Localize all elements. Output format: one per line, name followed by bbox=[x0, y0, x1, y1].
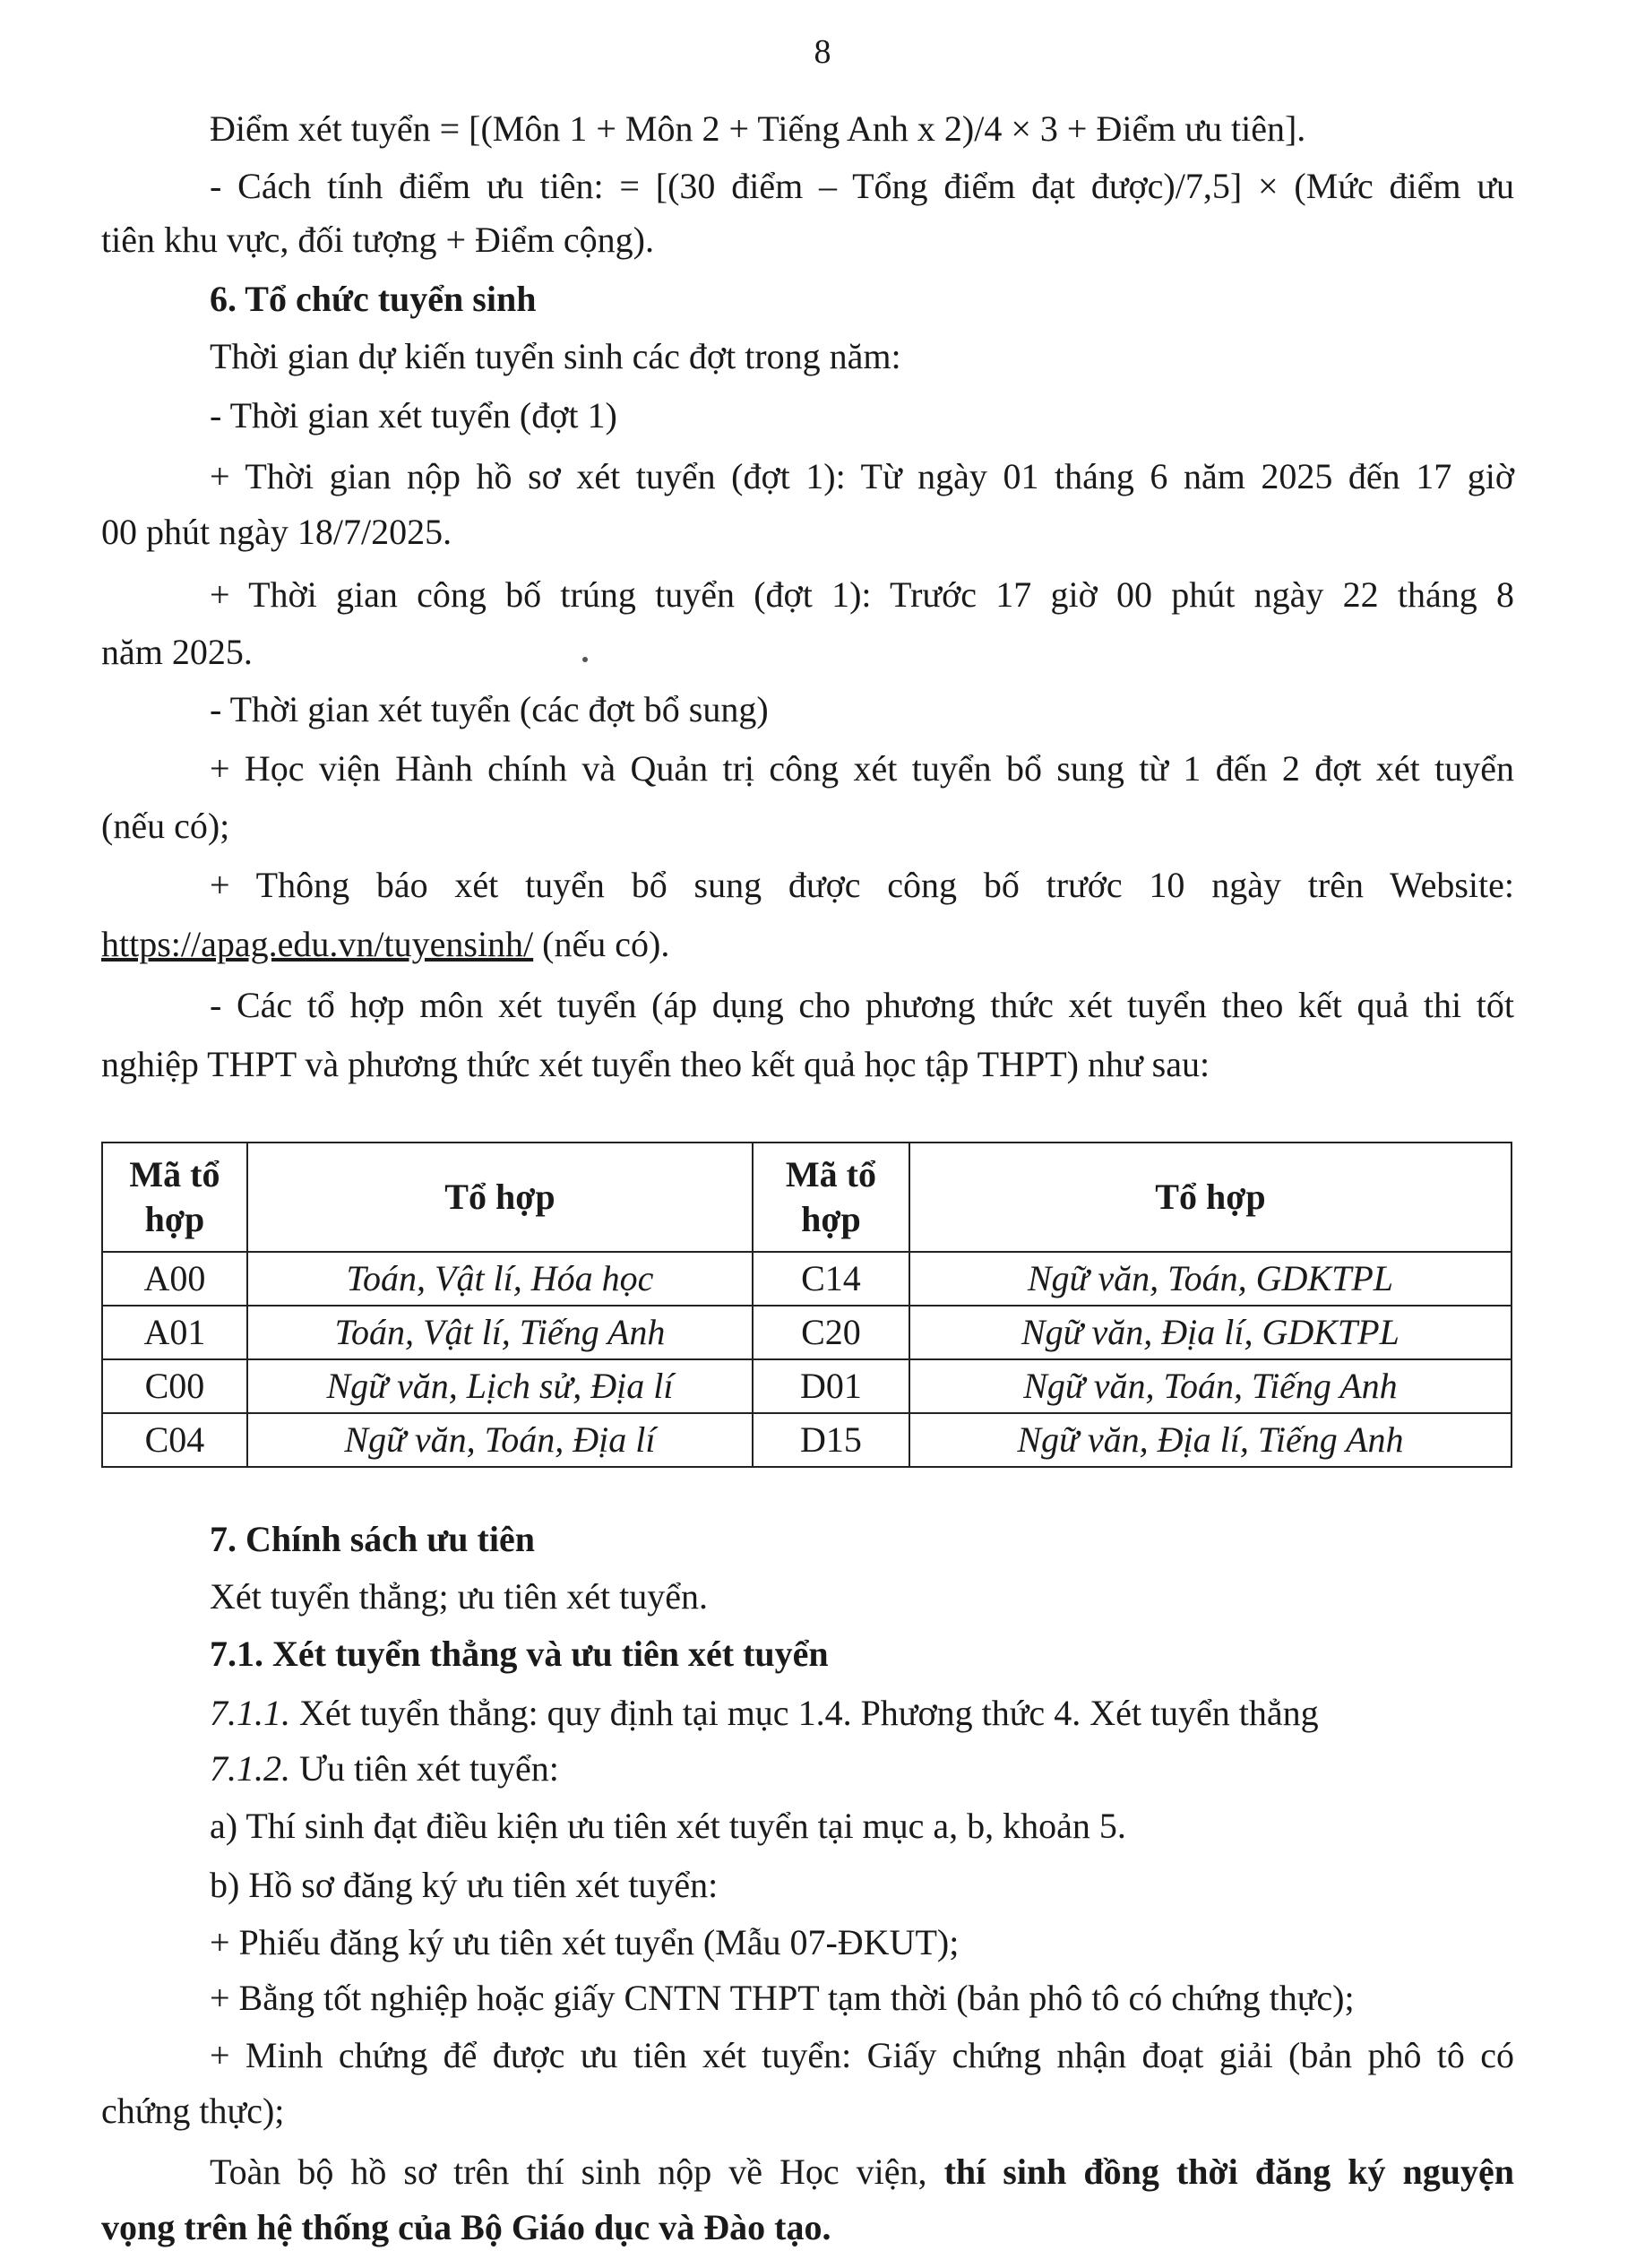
section-6-heading: 6. Tổ chức tuyển sinh bbox=[210, 279, 537, 319]
s6-submit-line2: 00 phút ngày 18/7/2025. bbox=[101, 512, 452, 552]
combo-subjects: Ngữ văn, Toán, Địa lí bbox=[247, 1413, 753, 1467]
page-number: 8 bbox=[814, 33, 831, 71]
section-7-1-heading: 7.1. Xét tuyển thẳng và ưu tiên xét tuyển bbox=[210, 1634, 829, 1674]
table-row bbox=[102, 1413, 1512, 1467]
combo-subjects: Ngữ văn, Địa lí, GDKTPL bbox=[909, 1306, 1512, 1359]
s711-text: Xét tuyển thẳng: quy định tại mục 1.4. Phương thức 4. Xét tuyển thẳng bbox=[290, 1693, 1319, 1733]
subject-combination-table bbox=[101, 1142, 1512, 1468]
closing-line2: vọng trên hệ thống của Bộ Giáo dục và Đào tạo. bbox=[101, 2207, 831, 2247]
priority-calc-line2: tiên khu vực, đối tượng + Điểm cộng). bbox=[101, 220, 654, 260]
combo-code: A01 bbox=[102, 1306, 247, 1359]
s6-extra-round: - Thời gian xét tuyển (các đợt bổ sung) bbox=[210, 689, 769, 729]
closing-bold-text: thí sinh đồng thời đăng ký nguyện bbox=[943, 2152, 1515, 2192]
s712-item-a: a) Thí sinh đạt điều kiện ưu tiên xét tuyển tại mục a, b, khoản 5. bbox=[210, 1806, 1126, 1846]
section-7-heading: 7. Chính sách ưu tiên bbox=[210, 1519, 535, 1559]
s6-round1: - Thời gian xét tuyển (đợt 1) bbox=[210, 395, 617, 435]
s712-text: Ưu tiên xét tuyển: bbox=[290, 1748, 559, 1789]
website-link[interactable]: https://apag.edu.vn/tuyensinh/ bbox=[101, 924, 534, 964]
combo-code: A00 bbox=[102, 1252, 247, 1306]
s6-notice-line1: + Thông báo xét tuyển bổ sung được công bố trước 10 ngày trên Website: bbox=[210, 865, 1514, 905]
combo-subjects: Toán, Vật lí, Tiếng Anh bbox=[247, 1306, 753, 1359]
combo-subjects: Ngữ văn, Địa lí, Tiếng Anh bbox=[909, 1413, 1512, 1467]
s6-combo-line1: - Các tổ hợp môn xét tuyển (áp dụng cho phương thức xét tuyển theo kết quả thi tốt bbox=[210, 985, 1514, 1025]
s712-b-doc2: + Bằng tốt nghiệp hoặc giấy CNTN THPT tạm thời (bản phô tô có chứng thực); bbox=[210, 1978, 1355, 2018]
s6-intro: Thời gian dự kiến tuyển sinh các đợt trong năm: bbox=[210, 336, 901, 376]
s6-announce-line2: năm 2025. bbox=[101, 632, 253, 672]
s7-intro: Xét tuyển thẳng; ưu tiên xét tuyển. bbox=[210, 1576, 708, 1617]
s711-line bbox=[210, 1688, 1319, 1738]
table-header-row bbox=[102, 1143, 1512, 1252]
table-row bbox=[102, 1306, 1512, 1359]
s6-submit-line1: + Thời gian nộp hồ sơ xét tuyển (đợt 1): Từ ngày 01 tháng 6 năm 2025 đến 17 giờ bbox=[210, 456, 1514, 496]
s6-notice-line2 bbox=[101, 919, 669, 970]
combo-code: C00 bbox=[102, 1359, 247, 1413]
combo-code: C20 bbox=[753, 1306, 909, 1359]
combo-subjects: Ngữ văn, Toán, Tiếng Anh bbox=[909, 1359, 1512, 1413]
s712-item-b: b) Hồ sơ đăng ký ưu tiên xét tuyển: bbox=[210, 1865, 719, 1905]
s6-notice-tail: (nếu có). bbox=[533, 924, 670, 964]
header-code-1: Mã tổ hợp bbox=[102, 1143, 247, 1252]
header-code-2: Mã tổ hợp bbox=[753, 1143, 909, 1252]
s6-announce-line1: + Thời gian công bố trúng tuyển (đợt 1): Trước 17 giờ 00 phút ngày 22 tháng 8 bbox=[210, 574, 1514, 615]
score-formula: Điểm xét tuyển = [(Môn 1 + Môn 2 + Tiếng Anh x 2)/4 × 3 + Điểm ưu tiên]. bbox=[210, 108, 1306, 149]
s712-b-doc1: + Phiếu đăng ký ưu tiên xét tuyển (Mẫu 07-ĐKUT); bbox=[210, 1922, 960, 1962]
table-row bbox=[102, 1359, 1512, 1413]
combo-subjects: Toán, Vật lí, Hóa học bbox=[247, 1252, 753, 1306]
s6-combo-line2: nghiệp THPT và phương thức xét tuyển theo kết quả học tập THPT) như sau: bbox=[101, 1044, 1210, 1084]
header-combo-1: Tổ hợp bbox=[247, 1143, 753, 1252]
table-row bbox=[102, 1252, 1512, 1306]
closing-line1 bbox=[210, 2147, 1514, 2197]
s712-b-doc3-line1: + Minh chứng để được ưu tiên xét tuyển: Giấy chứng nhận đoạt giải (bản phô tô có bbox=[210, 2035, 1514, 2075]
closing-normal-text: Toàn bộ hồ sơ trên thí sinh nộp về Học viện, bbox=[210, 2152, 944, 2192]
combo-code: C04 bbox=[102, 1413, 247, 1467]
s712-number: 7.1.2. bbox=[210, 1748, 290, 1789]
header-combo-2: Tổ hợp bbox=[909, 1143, 1512, 1252]
combo-subjects: Ngữ văn, Toán, GDKTPL bbox=[909, 1252, 1512, 1306]
combo-code: C14 bbox=[753, 1252, 909, 1306]
combo-subjects: Ngữ văn, Lịch sử, Địa lí bbox=[247, 1359, 753, 1413]
combo-code: D01 bbox=[753, 1359, 909, 1413]
s712-line bbox=[210, 1744, 559, 1794]
s712-b-doc3-line2: chứng thực); bbox=[101, 2091, 285, 2131]
combo-code: D15 bbox=[753, 1413, 909, 1467]
scan-speck bbox=[582, 657, 588, 662]
s6-extra-detail-line2: (nếu có); bbox=[101, 806, 230, 846]
s6-extra-detail-line1: + Học viện Hành chính và Quản trị công xét tuyển bổ sung từ 1 đến 2 đợt xét tuyển bbox=[210, 748, 1514, 789]
s711-number: 7.1.1. bbox=[210, 1693, 290, 1733]
priority-calc-line1: - Cách tính điểm ưu tiên: = [(30 điểm – Tổng điểm đạt được)/7,5] × (Mức điểm ưu bbox=[210, 166, 1514, 206]
